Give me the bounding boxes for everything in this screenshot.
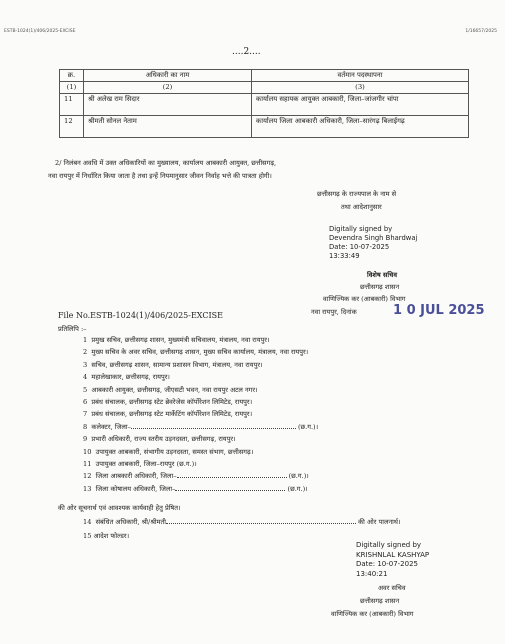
recipients-list [83, 334, 318, 495]
file-number: File No.ESTB-1024(1)/406/2025-EXCISE [58, 311, 223, 320]
list-item: 4 महालेखाकार, छत्तीसगढ़, रायपुर। [83, 373, 170, 382]
list-item: 9 प्रभारी अधिकारी, राज्य स्तरीय उड़नदस्ता, छत्तीसगढ़, रायपुर। [83, 435, 236, 444]
list-item: 1 प्रमुख सचिव, छत्तीसगढ़ शासन, मुख्यमंत्री सचिवालय, मंत्रालय, नवा रायपुर। [83, 336, 270, 344]
list-item: 2 मुख्य सचिव के अवर सचिव, छत्तीसगढ़ शासन, मुख्य सचिव कार्यालय, मंत्रालय, नवा रायपुर। [83, 348, 309, 357]
signature-signer: Devendra Singh Bhardwaj [329, 234, 418, 242]
table-colnum-row [60, 82, 469, 94]
header-doc-ref: 1/16657/2025 [465, 29, 497, 34]
col-header-posting: वर्तमान पदस्थापना [252, 70, 469, 82]
col-header-name: अधिकारी का नाम [84, 70, 252, 82]
row-number: 12 [60, 116, 84, 138]
government-2: छत्तीसगढ़ शासन [360, 597, 400, 605]
info-line: की ओर सूचनार्थ एवं आवश्यक कार्यवाही हेतु प्रेषित। [58, 504, 181, 512]
designation-2: अवर सचिव [378, 584, 406, 592]
paragraph-2-line-1: 2/ निलंबन अवधि में उक्त अधिकारियों का मुख्यालय, कार्यालय आबकारी आयुक्त, छत्तीसगढ़, [55, 159, 277, 167]
signature-signer: KRISHNLAL KASHYAP [356, 550, 430, 559]
officer-name: श्रीमती सोनल नेताम [84, 116, 252, 138]
copy-to-label: प्रतिलिपि :– [58, 325, 87, 333]
blank-line [166, 523, 356, 524]
officer-posting: कार्यालय जिला आबकारी अधिकारी, जिला–सारंगढ़ बिलाईगढ़ [252, 116, 469, 138]
list-item: 13 जिला कोषालय अधिकारी, जिला– (छ.ग.)। [83, 484, 308, 493]
list-item: 5 आबकारी आयुक्त, छत्तीसगढ़, जीएसटी भवन, नवा रायपुर अटल नगर। [83, 385, 258, 394]
officer-name: श्री अलेख राम सिदार [84, 94, 252, 116]
government-1: छत्तीसगढ़ शासन [360, 283, 400, 291]
officer-posting: कार्यालय सहायक आयुक्त आबकारी, जिला–जांजगीर चांपा [252, 94, 469, 116]
list-item: 14 संबंधित अधिकारी, श्री/श्रीमती की ओर पालनार्थ। [83, 518, 401, 526]
row-number: 11 [60, 94, 84, 116]
list-item: 11 उपायुक्त आबकारी, जिला–रायपुर (छ.ग.)। [83, 460, 197, 469]
signature-line: Digitally signed by [329, 225, 393, 233]
signature-line: Digitally signed by [356, 541, 422, 549]
date-stamp: 1 0 JUL 2025 [393, 303, 485, 318]
col-header-no: क्र. [60, 70, 84, 82]
digital-signature-1 [329, 225, 417, 261]
list-item: 15 आदेश फोल्डर। [83, 532, 130, 540]
signature-date: Date: 10-07-2025 [356, 560, 418, 569]
list-item: 8 कलेक्टर, जिला– (छ.ग.)। [83, 422, 319, 431]
col-number: (1) [60, 82, 84, 94]
place-date-label: नवा रायपुर, दिनांक [311, 308, 357, 316]
designation-1: विशेष सचिव [367, 271, 397, 279]
paragraph-2-line-2: नवा रायपुर में निर्धारित किया जाता है तथा इन्हें नियमानुसार जीवन निर्वाह भत्ते की पात्रता होगी। [48, 172, 272, 180]
governor-order-line-1: छत्तीसगढ़ के राज्यपाल के नाम से [317, 190, 397, 198]
table-row [60, 94, 469, 116]
signature-date: Date: 10-07-2025 [329, 243, 390, 251]
table-header-row [60, 70, 469, 82]
blank-line [131, 428, 296, 429]
digital-signature-2 [356, 541, 429, 579]
blank-line [175, 490, 285, 491]
col-number: (3) [252, 82, 469, 94]
header-file-ref: ESTB-1024(1)/406/2025-EXCISE [4, 29, 76, 34]
table-row [60, 116, 469, 138]
page-number: ....2.... [232, 47, 261, 57]
list-item: 6 प्रबंध संचालक, छत्तीसगढ़ स्टेट ब्रेवरेजेस कॉर्पोरेशन लिमिटेड, रायपुर। [83, 398, 253, 407]
department-1: वाणिज्यिक कर (आबकारी) विभाग [323, 295, 406, 303]
governor-order-line-2: तथा आदेशानुसार [341, 203, 382, 211]
list-item: 7 प्रबंध संचालक, छत्तीसगढ़ स्टेट मार्केटिंग कॉर्पोरेशन लिमिटेड, रायपुर। [83, 410, 253, 419]
signature-time: 13:33:49 [329, 252, 360, 260]
list-item: 3 सचिव, छत्तीसगढ़ शासन, सामान्य प्रशासन विभाग, मंत्रालय, नवा रायपुर। [83, 360, 263, 369]
list-item: 12 जिला आबकारी अधिकारी, जिला– (छ.ग.)। [83, 472, 309, 481]
blank-line [177, 477, 287, 478]
department-2: वाणिज्यिक कर (आबकारी) विभाग [331, 610, 414, 618]
list-item: 10 उपायुक्त आबकारी, संभागीय उड़नदस्ता, समस्त संभाग, छत्तीसगढ़। [83, 447, 254, 456]
signature-time: 13:40:21 [356, 569, 388, 578]
officers-table [59, 69, 469, 138]
col-number: (2) [84, 82, 252, 94]
